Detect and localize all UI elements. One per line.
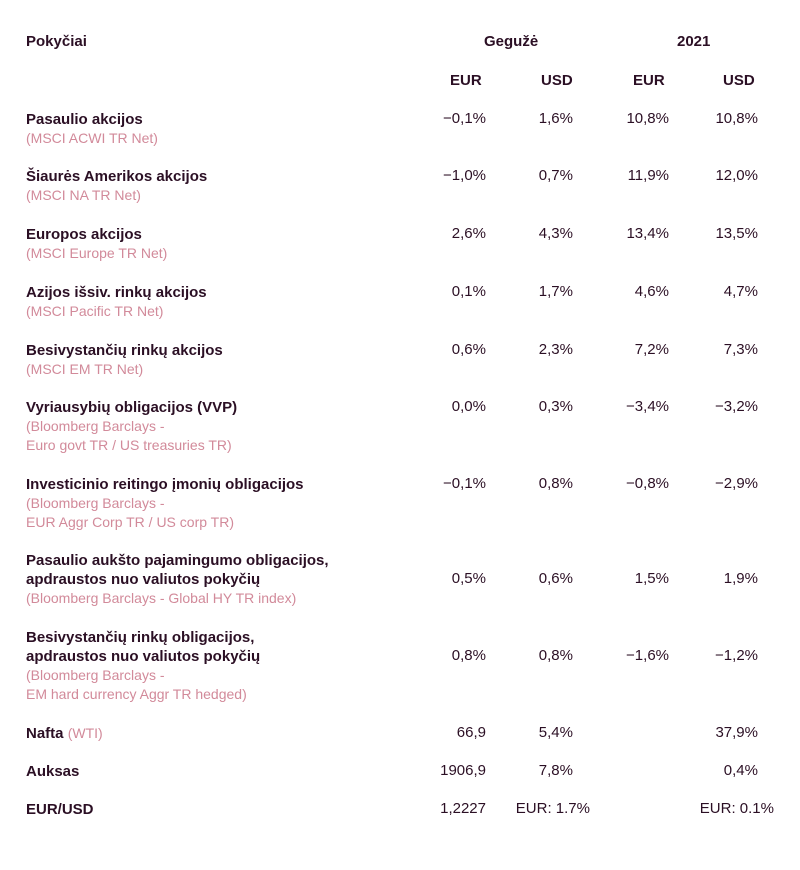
col-header-usd-2021: USD [723,72,755,89]
value-usd-may: 7,8% [538,762,573,779]
row-label [26,800,386,819]
row-label [26,475,386,532]
row-index-line2: EUR Aggr Corp TR / US corp TR) [26,514,234,530]
row-label [26,283,386,321]
value-usd-may: 0,6% [538,570,573,587]
value-usd-2021: 10,8% [715,110,758,127]
row-label [26,341,386,379]
row-name-line2: apdraustos nuo valiutos pokyčių [26,648,261,665]
row-name: Investicinio reitingo įmonių obligacijos [26,476,304,493]
row-name: Vyriausybių obligacijos (VVP) [26,399,238,416]
group-header-may: Gegužė [484,33,539,50]
row-index: (MSCI Europe TR Net) [26,245,168,261]
row-index: (Bloomberg Barclays - [26,418,165,434]
value-eur-may: 1906,9 [440,762,486,779]
value-usd-may: 1,7% [538,283,573,300]
value-usd-2021: 13,5% [715,225,758,242]
row-index: (Bloomberg Barclays - [26,667,165,683]
value-usd-may: 0,7% [538,167,573,184]
value-eur-2021: 13,4% [626,225,669,242]
value-usd-may: 1,6% [538,110,573,127]
row-name: EUR/USD [26,801,94,818]
row-index: (Bloomberg Barclays - [26,495,165,511]
value-eur-2021: −0,8% [626,475,669,492]
value-eur-may: −0,1% [443,110,486,127]
value-eur-2021: 10,8% [626,110,669,127]
value-eur-may: 0,8% [451,647,486,664]
row-name: Šiaurės Amerikos akcijos [26,168,208,185]
row-label [26,724,386,743]
row-label [26,225,386,263]
row-index: (Bloomberg Barclays - Global HY TR index) [26,590,297,606]
value-eur-may: 0,1% [451,283,486,300]
row-index: (MSCI NA TR Net) [26,187,141,203]
value-usd-2021: −2,9% [715,475,758,492]
value-usd-may: 0,8% [538,647,573,664]
value-eur-2021: 4,6% [634,283,669,300]
value-eur-2021: −1,6% [626,647,669,664]
row-name: Pasaulio aukšto pajamingumo obligacijos, [26,552,329,569]
value-usd-may: 4,3% [538,225,573,242]
value-usd-may: EUR: 1.7% [515,800,590,817]
group-header-2021: 2021 [677,33,711,50]
value-eur-may: 1,2227 [440,800,486,817]
value-usd-may: 2,3% [538,341,573,358]
value-eur-2021: −3,4% [626,398,669,415]
col-header-usd-may: USD [541,72,573,89]
row-name: Nafta [26,725,64,742]
value-usd-2021: −1,2% [715,647,758,664]
row-name-line2: apdraustos nuo valiutos pokyčių [26,571,261,588]
value-usd-2021: 4,7% [723,283,758,300]
row-name: Pasaulio akcijos [26,111,143,128]
value-eur-may: −1,0% [443,167,486,184]
row-name: Azijos išsiv. rinkų akcijos [26,284,207,301]
value-eur-may: 0,6% [451,341,486,358]
row-name: Europos akcijos [26,226,142,243]
row-label [26,551,386,608]
value-usd-2021: 0,4% [723,762,758,779]
row-index: (MSCI ACWI TR Net) [26,130,158,146]
col-header-eur-2021: EUR [633,72,665,89]
row-label [26,110,386,148]
row-index: (WTI) [67,725,103,741]
row-label [26,628,386,704]
row-index-line2: Euro govt TR / US treasuries TR) [26,437,232,453]
row-name: Besivystančių rinkų akcijos [26,342,223,359]
value-eur-2021: 1,5% [634,570,669,587]
row-index-line2: EM hard currency Aggr TR hedged) [26,686,247,702]
value-eur-2021: 11,9% [627,167,669,184]
table-title: Pokyčiai [26,33,87,50]
value-eur-may: 66,9 [456,724,486,741]
value-eur-may: 0,0% [451,398,486,415]
value-usd-2021: 12,0% [715,167,758,184]
value-usd-may: 0,3% [538,398,573,415]
value-usd-2021: 37,9% [715,724,758,741]
value-eur-may: 2,6% [451,225,486,242]
row-name: Auksas [26,763,80,780]
value-eur-2021: 7,2% [634,341,669,358]
row-index: (MSCI EM TR Net) [26,361,144,377]
row-index: (MSCI Pacific TR Net) [26,303,164,319]
value-usd-may: 5,4% [538,724,573,741]
row-label [26,398,386,455]
value-usd-2021: −3,2% [715,398,758,415]
value-usd-2021: 1,9% [723,570,758,587]
value-usd-2021: 7,3% [723,341,758,358]
row-name: Besivystančių rinkų obligacijos, [26,629,255,646]
value-eur-may: 0,5% [451,570,486,587]
value-usd-2021: EUR: 0.1% [699,800,774,817]
col-header-eur-may: EUR [450,72,482,89]
row-label [26,762,386,781]
row-label [26,167,386,205]
value-eur-may: −0,1% [443,475,486,492]
value-usd-may: 0,8% [538,475,573,492]
